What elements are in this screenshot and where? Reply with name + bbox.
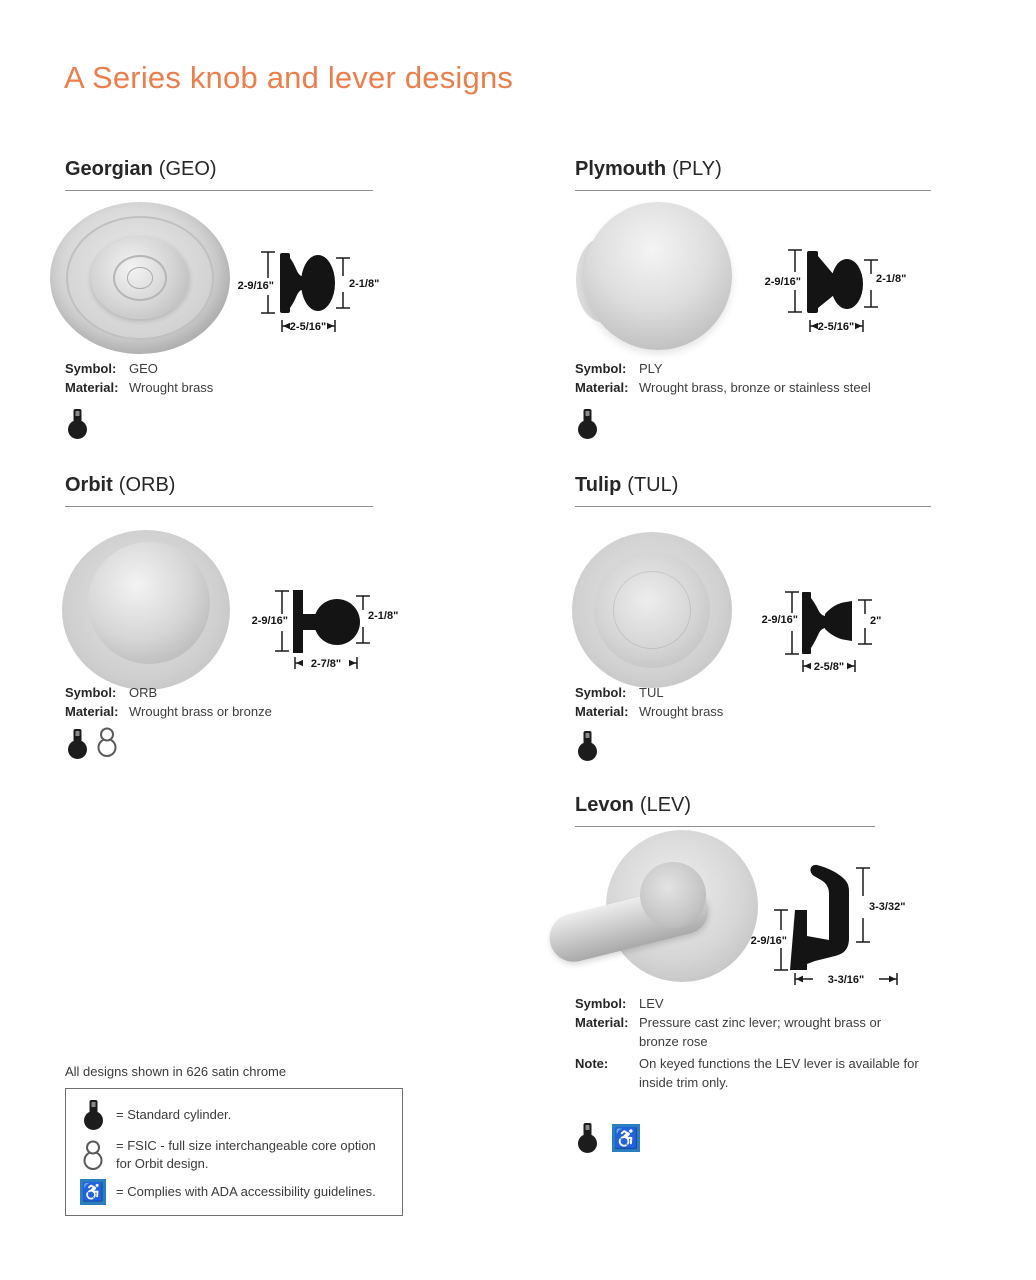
dim-bottom-label: 3-3/16" bbox=[827, 974, 865, 986]
orbit-header bbox=[65, 474, 373, 507]
georgian-header bbox=[65, 158, 373, 191]
lever-silhouette bbox=[790, 865, 849, 970]
symbol-value: GEO bbox=[129, 361, 158, 376]
material-value: Wrought brass bbox=[639, 704, 724, 719]
orbit-knob-photo bbox=[88, 542, 210, 664]
design-code: (TUL) bbox=[627, 474, 679, 496]
dim-left-label: 2-9/16" bbox=[251, 615, 288, 627]
georgian-dimension-diagram bbox=[230, 238, 405, 348]
symbol-value: TUL bbox=[639, 685, 664, 700]
design-name: Orbit bbox=[65, 474, 113, 496]
legend-row-fsic bbox=[78, 1137, 390, 1172]
levon-hub-photo bbox=[640, 862, 706, 928]
symbol-label: Symbol: bbox=[65, 361, 117, 376]
material-row bbox=[65, 703, 272, 722]
design-name: Levon bbox=[575, 794, 634, 816]
symbol-value: LEV bbox=[639, 996, 664, 1011]
standard-cylinder-icon bbox=[577, 1122, 598, 1154]
knob-ring bbox=[613, 571, 692, 650]
tulip-header bbox=[575, 474, 931, 507]
symbol-label: Symbol: bbox=[65, 685, 117, 700]
standard-cylinder-icon bbox=[67, 728, 88, 760]
dim-bottom-label: 2-5/16" bbox=[289, 321, 327, 333]
symbol-label: Symbol: bbox=[575, 361, 627, 376]
design-code: (GEO) bbox=[158, 158, 217, 180]
material-label: Material: bbox=[575, 704, 629, 719]
plymouth-dimension-diagram bbox=[750, 238, 925, 348]
dim-bottom-label: 2-5/16" bbox=[817, 321, 855, 333]
dim-right-label: 3-3/32" bbox=[869, 901, 906, 913]
material-label: Material: bbox=[575, 1015, 629, 1030]
material-row bbox=[575, 1014, 921, 1052]
orbit-dimension-diagram bbox=[240, 572, 415, 682]
dim-right-label: 2-1/8" bbox=[368, 610, 399, 622]
material-value: Wrought brass or bronze bbox=[129, 704, 272, 719]
symbol-row bbox=[575, 684, 664, 703]
tulip-knob-photo bbox=[594, 552, 710, 668]
legend-text: = Standard cylinder. bbox=[116, 1107, 232, 1123]
knob-silhouette bbox=[802, 592, 852, 654]
symbol-row bbox=[575, 360, 663, 379]
material-label: Material: bbox=[65, 704, 119, 719]
symbol-value: PLY bbox=[639, 361, 663, 376]
symbol-label: Symbol: bbox=[575, 685, 627, 700]
dim-right-label: 2" bbox=[870, 615, 882, 627]
dim-left-label: 2-9/16" bbox=[750, 935, 787, 947]
legend-box bbox=[65, 1088, 403, 1216]
knob-ring bbox=[127, 267, 152, 288]
page-title: A Series knob and lever designs bbox=[64, 60, 514, 95]
levon-header bbox=[575, 794, 875, 827]
standard-cylinder-icon bbox=[577, 730, 598, 762]
symbol-label: Symbol: bbox=[575, 996, 627, 1011]
knob-silhouette bbox=[293, 590, 360, 653]
standard-cylinder-icon bbox=[78, 1099, 108, 1131]
design-code: (LEV) bbox=[639, 794, 692, 816]
fsic-core-icon bbox=[96, 726, 118, 758]
plymouth-header bbox=[575, 158, 931, 191]
symbol-row bbox=[575, 995, 664, 1014]
material-label: Material: bbox=[575, 380, 629, 395]
note-label: Note: bbox=[575, 1056, 609, 1071]
standard-cylinder-icon bbox=[67, 408, 88, 440]
knob-silhouette bbox=[807, 251, 863, 313]
fsic-core-icon bbox=[78, 1139, 108, 1171]
material-value: Wrought brass, bronze or stainless steel bbox=[639, 380, 871, 395]
design-code: (PLY) bbox=[672, 158, 722, 180]
dim-left-label: 2-9/16" bbox=[237, 280, 274, 292]
dim-bottom-label: 2-5/8" bbox=[813, 661, 845, 673]
ada-icon: ♿ bbox=[612, 1124, 640, 1152]
legend-text: = FSIC - full size interchangeable core option for Orbit design. bbox=[116, 1138, 376, 1171]
dim-left-label: 2-9/16" bbox=[764, 276, 801, 288]
georgian-knob-photo bbox=[50, 202, 230, 354]
levon-dimension-diagram bbox=[745, 852, 965, 992]
legend-row-ada bbox=[78, 1179, 390, 1205]
material-label: Material: bbox=[65, 380, 119, 395]
note-row bbox=[575, 1055, 921, 1093]
dim-left-label: 2-9/16" bbox=[761, 614, 798, 626]
standard-cylinder-icon bbox=[577, 408, 598, 440]
design-name: Plymouth bbox=[575, 158, 667, 180]
material-row bbox=[65, 379, 213, 398]
tulip-dimension-diagram bbox=[750, 578, 925, 688]
dim-bottom-label: 2-7/8" bbox=[310, 658, 342, 670]
legend-text: = Complies with ADA accessibility guidelines. bbox=[116, 1184, 376, 1200]
legend-row-standard-cylinder bbox=[78, 1099, 390, 1131]
material-row bbox=[575, 703, 723, 722]
dim-right-label: 2-1/8" bbox=[349, 278, 380, 290]
note-value: On keyed functions the LEV lever is available for inside trim only. bbox=[639, 1056, 919, 1090]
knob-silhouette bbox=[280, 253, 335, 313]
plymouth-knob-photo bbox=[584, 202, 732, 350]
design-name: Georgian bbox=[65, 158, 153, 180]
material-value: Wrought brass bbox=[129, 380, 214, 395]
dim-right-label: 2-1/8" bbox=[876, 273, 907, 285]
design-code: (ORB) bbox=[118, 474, 176, 496]
ada-icon: ♿ bbox=[78, 1179, 108, 1205]
symbol-row bbox=[65, 360, 158, 379]
symbol-value: ORB bbox=[129, 685, 158, 700]
design-name: Tulip bbox=[575, 474, 622, 496]
material-row bbox=[575, 379, 871, 398]
material-value: Pressure cast zinc lever; wrought brass or bronze rose bbox=[639, 1015, 882, 1049]
finish-note: All designs shown in 626 satin chrome bbox=[65, 1064, 287, 1079]
symbol-row bbox=[65, 684, 157, 703]
